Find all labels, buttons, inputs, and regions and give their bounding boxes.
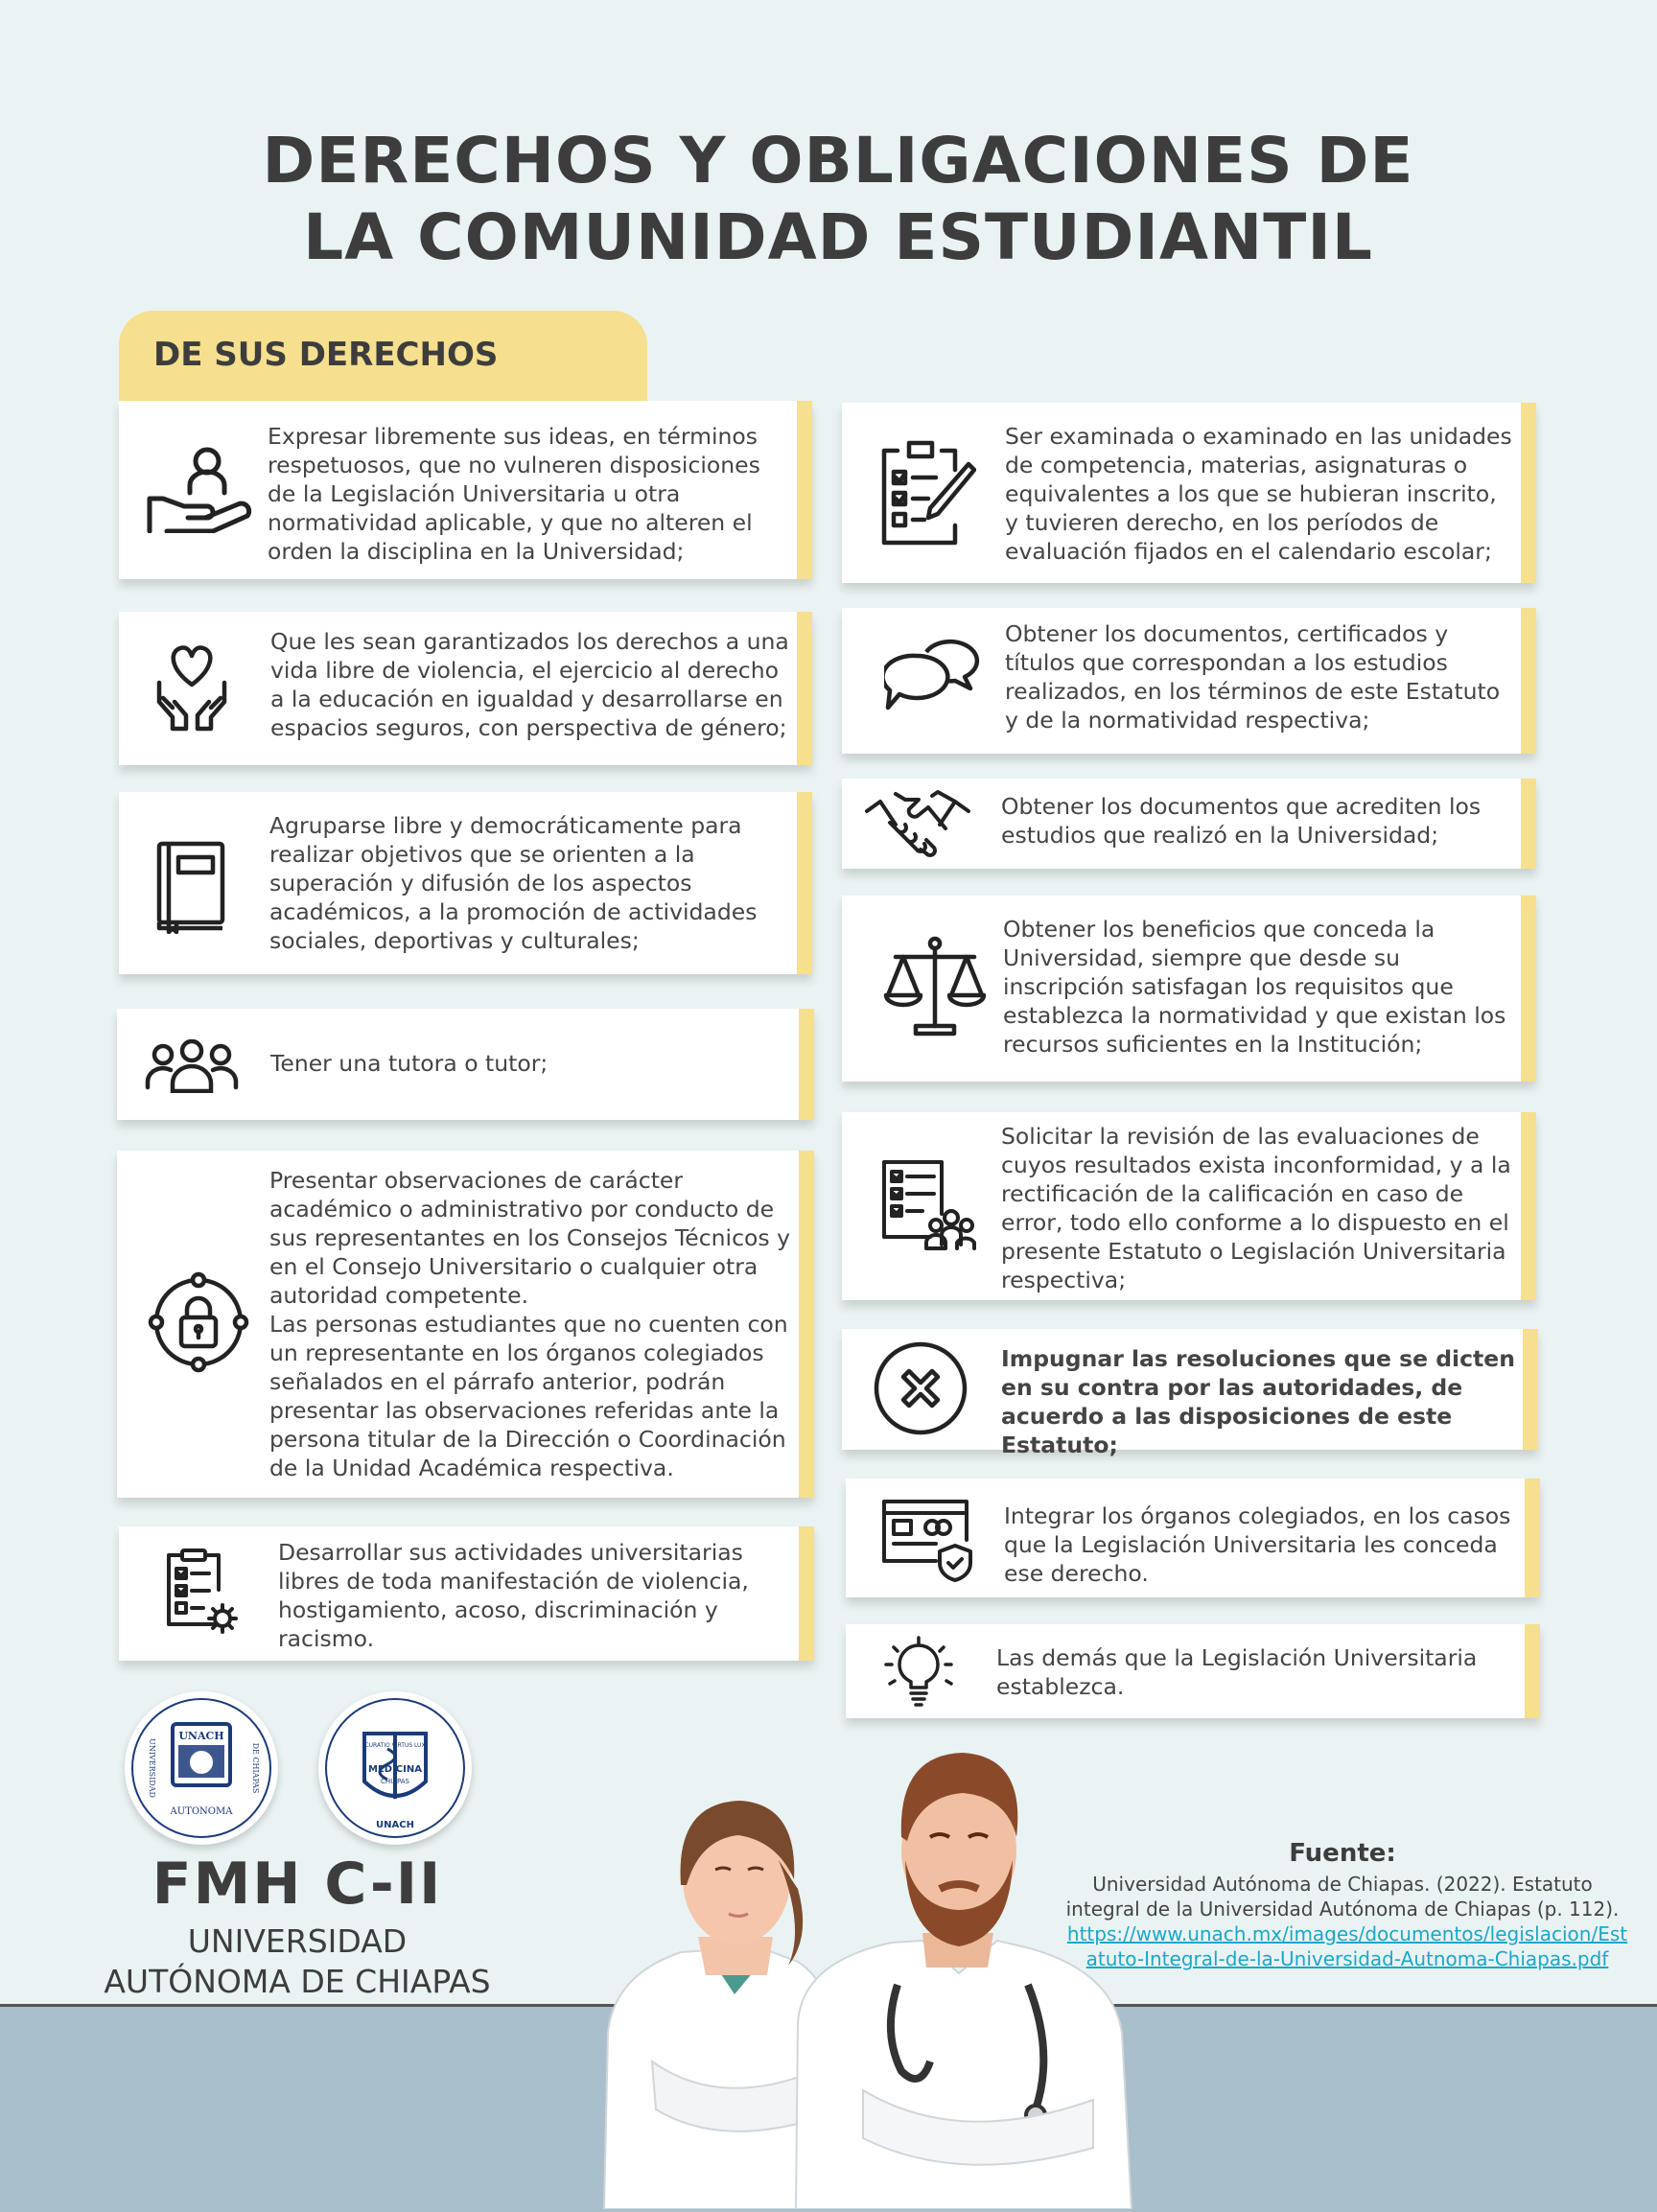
right-text: Las demás que la Legislación Universitaria establezca. bbox=[996, 1644, 1478, 1700]
right-text: Integrar los órganos colegiados, en los casos que la Legislación Universitaria les conceda ese derecho. bbox=[1004, 1502, 1511, 1587]
right-card-left-6 bbox=[119, 1526, 814, 1661]
brand-name: FMH C-II bbox=[152, 1851, 443, 1918]
right-card-right-3 bbox=[842, 779, 1536, 869]
source-citation: Universidad Autónoma de Chiapas. (2022). Estatuto integral de la Universidad Autónoma de Chiapas (p. 112). bbox=[1065, 1873, 1620, 1921]
university-line-1: UNIVERSIDAD bbox=[187, 1922, 408, 1960]
chat-bubbles-icon bbox=[884, 637, 980, 715]
scales-icon bbox=[882, 934, 988, 1037]
checklist-gear-icon bbox=[165, 1548, 238, 1636]
right-text: Obtener los beneficios que conceda la Universidad, siempre que desde su inscripción satisfagan los requisitos que establezca la normatividad y que existan los recursos suficientes en la Institución; bbox=[1003, 916, 1506, 1058]
lightbulb-icon bbox=[884, 1636, 957, 1709]
seal-bottom-text: UNACH bbox=[376, 1820, 414, 1830]
right-card-left-4 bbox=[117, 1009, 814, 1120]
right-text: Impugnar las resoluciones que se dicten en su contra por las autoridades, de acuerdo a las disposiciones de este Estatuto; bbox=[1001, 1345, 1515, 1458]
source-link[interactable]: https://www.unach.mx/images/documentos/legislacion/Estatuto-Integral-de-la-Universidad-Autnoma-Chiapas.pdf bbox=[1066, 1922, 1628, 1970]
hands-heart-icon bbox=[152, 640, 232, 733]
medicina-seal bbox=[318, 1691, 472, 1845]
right-text: Presentar observaciones de carácter académico o administrativo por conducto de sus representantes en los Consejos Técnicos y en el Consejo Universitario o cualquier otra autoridad competente. Las personas estudiantes que no cuenten con un representante en los órganos colegiados señalados en el párrafo anterior, podrán presentar las observaciones referidas ante la persona titular de la Dirección o Coordinación de la Unidad Académica respectiva. bbox=[269, 1167, 790, 1481]
seal-bottom-text: AUTONOMA bbox=[170, 1806, 233, 1817]
group-icon bbox=[144, 1039, 240, 1093]
right-text: Expresar libremente sus ideas, en términos respetuosos, que no vulneren disposiciones de la Legislación Universitaria u otra normatividad aplicable, y que no alteren el orden la disciplina en la Universidad; bbox=[268, 423, 760, 565]
right-card-right-8 bbox=[846, 1624, 1540, 1718]
lock-network-icon bbox=[146, 1269, 251, 1375]
right-card-right-7 bbox=[846, 1479, 1540, 1597]
seal-label: UNACH bbox=[178, 1730, 224, 1742]
checklist-people-icon bbox=[880, 1158, 976, 1250]
right-text: Desarrollar sus actividades universitarias libres de toda manifestación de violencia, hostigamiento, acoso, discriminación y racismo. bbox=[278, 1539, 749, 1652]
doctors-illustration bbox=[575, 1745, 1151, 2209]
handshake-icon bbox=[865, 784, 970, 865]
title-line-2: LA COMUNIDAD ESTUDIANTIL bbox=[303, 200, 1373, 274]
university-name bbox=[58, 1921, 537, 2002]
right-text: Ser examinada o examinado en las unidades de competencia, materias, asignaturas o equivalentes a los que se hubieran inscrito, y tuvieren derecho, en los períodos de evaluación fijados en el calendario escolar; bbox=[1005, 423, 1512, 565]
right-text: Que les sean garantizados los derechos a una vida libre de violencia, el ejercicio al derecho a la educación en igualdad y desarrollarse en espacios seguros, con perspectiva de género; bbox=[270, 628, 789, 741]
seal-left-text: UNIVERSIDAD bbox=[148, 1738, 156, 1798]
title-line-1: DERECHOS Y OBLIGACIONES DE bbox=[262, 124, 1414, 198]
right-card-right-5 bbox=[842, 1112, 1536, 1300]
right-card-left-5 bbox=[117, 1151, 814, 1498]
page-title bbox=[0, 123, 1657, 276]
right-text: Agruparse libre y democráticamente para realizar objetivos que se orienten a la superación y difusión de los aspectos académicos, a la promoción de actividades sociales, deportivas y culturales; bbox=[269, 812, 758, 954]
right-text: Obtener los documentos que acrediten los estudios que realizó en la Universidad; bbox=[1001, 793, 1482, 849]
right-card-right-2 bbox=[842, 608, 1536, 754]
section-tab-label: DE SUS DERECHOS bbox=[153, 336, 499, 374]
seal-motto: CURATIO VIRTUS LUX bbox=[364, 1742, 426, 1749]
right-text: Solicitar la revisión de las evaluaciones de cuyos resultados exista inconformidad, y a la rectificación de la calificación en caso de error, todo ello conforme a lo dispuesto en el presente Estatuto o Legislación Universitaria respectiva; bbox=[1001, 1123, 1511, 1293]
hand-person-icon bbox=[146, 447, 257, 533]
right-card-right-1 bbox=[842, 403, 1536, 583]
clipboard-pencil-icon bbox=[880, 437, 976, 550]
seal-right-text: DE CHIAPAS bbox=[251, 1742, 260, 1794]
seal-sub: CHIAPAS bbox=[380, 1778, 410, 1785]
right-text: Obtener los documentos, certificados y títulos que correspondan a los estudios realizados, en los términos de este Estatuto y de la normatividad respectiva; bbox=[1005, 620, 1501, 733]
right-card-left-3 bbox=[119, 792, 812, 974]
x-circle-icon bbox=[873, 1340, 969, 1436]
right-card-right-6 bbox=[842, 1329, 1538, 1458]
right-text: Tener una tutora o tutor; bbox=[270, 1050, 548, 1077]
id-card-shield-icon bbox=[880, 1498, 972, 1582]
unach-seal bbox=[125, 1691, 278, 1845]
book-icon bbox=[155, 840, 226, 934]
source-heading: Fuente: bbox=[1289, 1839, 1396, 1868]
seal-label: MEDICINA bbox=[368, 1764, 422, 1775]
right-card-left-2 bbox=[119, 612, 812, 765]
university-line-2: AUTÓNOMA DE CHIAPAS bbox=[104, 1963, 491, 2000]
right-card-right-4 bbox=[842, 896, 1536, 1082]
right-card-left-1 bbox=[119, 401, 812, 579]
section-tab bbox=[119, 311, 647, 401]
